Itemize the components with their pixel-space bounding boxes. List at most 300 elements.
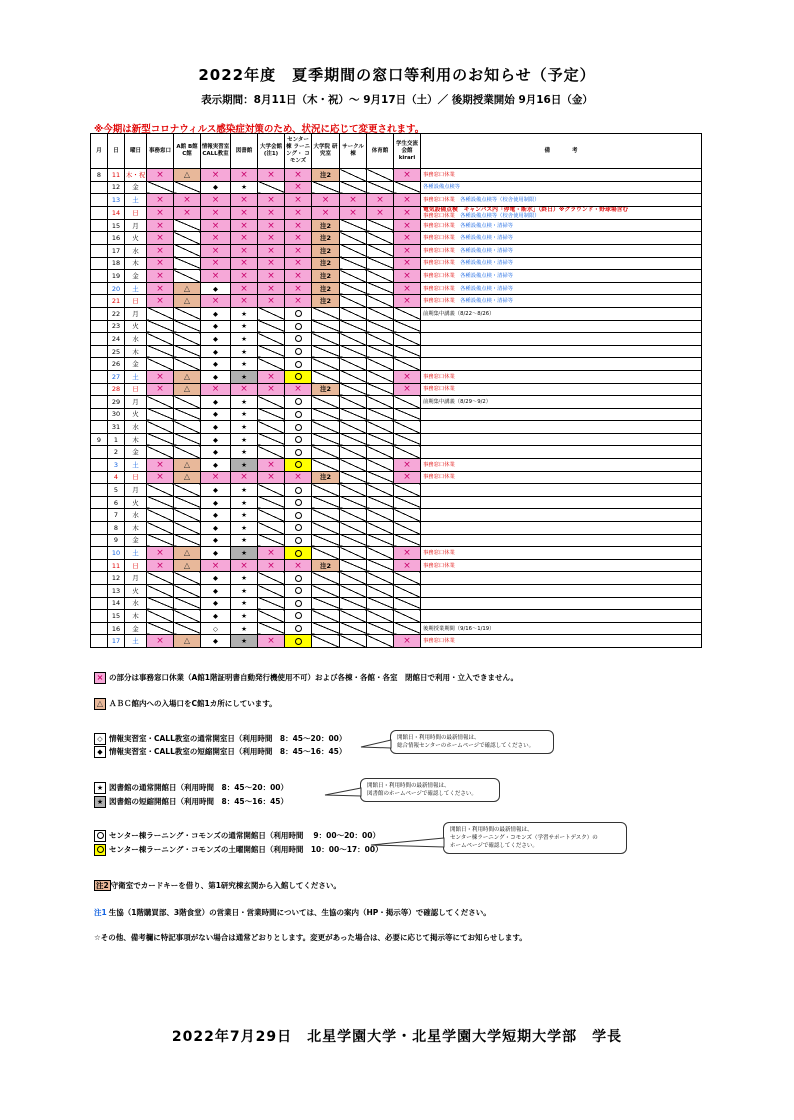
cell-kirari: [394, 370, 421, 383]
note-text: 前期集中講義（8/22～8/26）: [423, 310, 495, 317]
note-cell: [421, 270, 702, 283]
cell-center: [285, 194, 312, 207]
closed-mark-icon: ×: [156, 233, 164, 244]
legend-abc: △ ＡＢＣ館内への入場口をC館1カ所にしています。: [94, 698, 277, 710]
note-cell: [421, 307, 702, 320]
closed-mark-icon: ×: [156, 371, 164, 382]
page-title: 2022年度 夏季期間の窓口等利用のお知らせ（予定）: [198, 66, 596, 84]
cell-abc: [174, 522, 201, 535]
black-diamond-icon: ◆: [213, 360, 218, 369]
weekday-cell: 火: [125, 585, 147, 598]
cell-gym: [367, 446, 394, 459]
cell-info-room: [201, 307, 231, 320]
note-cell: [421, 206, 702, 219]
cell-abc: [174, 232, 201, 245]
weekday-cell: 金: [125, 534, 147, 547]
note-text: 事務窓口休業 各種設備点検・清掃等: [423, 247, 514, 254]
cell-office: [147, 484, 174, 497]
cell-info-room: [201, 572, 231, 585]
note-cell: [421, 585, 702, 598]
cell-gym: [367, 270, 394, 283]
cell-abc: [174, 333, 201, 346]
day-cell: 27: [108, 370, 125, 383]
cell-info-room: [201, 370, 231, 383]
weekday-cell: 金: [125, 270, 147, 283]
closed-mark-icon: ×: [183, 194, 191, 205]
cell-circle: [340, 446, 367, 459]
month-cell: [91, 421, 108, 434]
note-power-outage: 電気設備点検 キャンパス内「停電・断水」（終日）※グラウンド・野球場含む: [423, 206, 629, 213]
cell-office: [147, 295, 174, 308]
star-icon: ★: [241, 549, 247, 558]
callout-info: 開館日・利用時間の最新情報は、 総合情報センターのホームページで確認してください。: [390, 730, 554, 754]
day-cell: 12: [108, 572, 125, 585]
table-row: [91, 484, 702, 497]
cell-circle: [340, 585, 367, 598]
month-cell: [91, 345, 108, 358]
cell-abc: [174, 345, 201, 358]
cell-circle: [340, 270, 367, 283]
cell-center: [285, 396, 312, 409]
cell-office: [147, 206, 174, 219]
cell-kirari: [394, 421, 421, 434]
cell-info-room: [201, 446, 231, 459]
cell-library: [231, 446, 258, 459]
weekday-cell: 日: [125, 206, 147, 219]
cell-hall: [258, 572, 285, 585]
cell-office: [147, 270, 174, 283]
weekday-cell: 日: [125, 471, 147, 484]
cell-grad: [312, 333, 340, 346]
triangle-mark-icon: △: [183, 296, 191, 306]
cell-library: [231, 358, 258, 371]
note-cell: [421, 370, 702, 383]
white-diamond-icon: ◇: [213, 624, 218, 633]
weekday-cell: 火: [125, 496, 147, 509]
closed-mark-icon: ×: [294, 283, 302, 294]
cell-grad: 注2: [312, 383, 340, 396]
cell-office: [147, 219, 174, 232]
table-row: [91, 181, 702, 194]
closed-mark-icon: ×: [156, 194, 164, 205]
cell-hall: [258, 396, 285, 409]
month-cell: [91, 181, 108, 194]
note-text: 事務窓口休業: [423, 386, 455, 393]
cell-gym: [367, 408, 394, 421]
closed-mark-icon: ×: [156, 207, 164, 218]
cell-gym: [367, 295, 394, 308]
day-cell: 12: [108, 181, 125, 194]
cell-office: [147, 534, 174, 547]
note-text: 前期集中講義（8/29～9/2）: [423, 398, 492, 405]
cell-abc: [174, 471, 201, 484]
cell-library: [231, 534, 258, 547]
cell-gym: [367, 635, 394, 648]
note-cell: [421, 433, 702, 446]
weekday-cell: 日: [125, 559, 147, 572]
cell-kirari: [394, 522, 421, 535]
cell-hall: [258, 459, 285, 472]
legend-note1: 注1 生協（1階購買部、3階食堂）の営業日・営業時間については、生協の案内（HP・掲示等）で確認してください。: [94, 908, 491, 917]
note-cell: [421, 547, 702, 560]
black-diamond-icon: ◆: [213, 423, 218, 432]
note-cell: [421, 295, 702, 308]
cell-circle: [340, 307, 367, 320]
black-diamond-icon: ◆: [213, 347, 218, 356]
cell-office: [147, 421, 174, 434]
black-diamond-icon: ◆: [213, 284, 218, 293]
weekday-cell: 日: [125, 383, 147, 396]
header-cell: 備 考: [421, 134, 702, 169]
cell-kirari: [394, 408, 421, 421]
note-cell: [421, 333, 702, 346]
cell-circle: [340, 471, 367, 484]
header-cell: 図書館: [231, 134, 258, 169]
weekday-cell: 土: [125, 282, 147, 295]
cell-gym: [367, 471, 394, 484]
black-diamond-icon: ◆: [213, 599, 218, 608]
note-cell: [421, 610, 702, 623]
month-cell: [91, 244, 108, 257]
weekday-cell: 木: [125, 433, 147, 446]
signature-line: 2022年7月29日 北星学園大学・北星学園大学短期大学部 学長: [171, 1029, 623, 1045]
ring-icon: [295, 323, 302, 330]
covid-warning: ※今期は新型コロナウィルス感染症対策のため、状況に応じて変更されます。: [94, 124, 425, 135]
cell-info-room: [201, 257, 231, 270]
cell-grad: [312, 446, 340, 459]
cell-gym: [367, 572, 394, 585]
cell-abc: [174, 484, 201, 497]
cell-kirari: [394, 244, 421, 257]
month-cell: [91, 459, 108, 472]
cell-gym: [367, 206, 394, 219]
closed-mark-icon: ×: [211, 169, 220, 180]
cell-abc: [174, 408, 201, 421]
cell-info-room: [201, 206, 231, 219]
table-row: [91, 358, 702, 371]
closed-mark-icon: ×: [403, 636, 411, 647]
day-cell: 1: [108, 433, 125, 446]
closed-mark-icon: ×: [403, 371, 411, 382]
cell-gym: [367, 547, 394, 560]
day-cell: 14: [108, 597, 125, 610]
cell-kirari: [394, 471, 421, 484]
triangle-mark-icon: △: [183, 472, 191, 482]
display-period: 表示期間：8月11日（木・祝）～ 9月17日（土）／ 後期授業開始 9月16日（金）: [201, 94, 593, 106]
cell-office: [147, 471, 174, 484]
cell-grad: [312, 433, 340, 446]
cell-circle: [340, 219, 367, 232]
cell-hall: [258, 320, 285, 333]
cell-hall: [258, 446, 285, 459]
day-cell: 9: [108, 534, 125, 547]
cell-info-room: [201, 295, 231, 308]
note-cell: [421, 383, 702, 396]
black-diamond-icon: ◆: [213, 410, 218, 419]
cell-gym: [367, 534, 394, 547]
cell-abc: [174, 244, 201, 257]
cell-library: [231, 194, 258, 207]
closed-mark-icon: ×: [294, 258, 302, 269]
weekday-cell: 金: [125, 358, 147, 371]
cell-info-room: [201, 320, 231, 333]
cell-grad: [312, 396, 340, 409]
cell-abc: [174, 181, 201, 194]
note-cell: [421, 484, 702, 497]
cell-circle: [340, 370, 367, 383]
cell-info-room: [201, 610, 231, 623]
cell-abc: [174, 459, 201, 472]
cell-gym: [367, 333, 394, 346]
day-cell: 8: [108, 522, 125, 535]
day-cell: 16: [108, 622, 125, 635]
cell-grad: [312, 484, 340, 497]
cell-library: [231, 635, 258, 648]
cell-info-room: [201, 433, 231, 446]
cell-office: [147, 522, 174, 535]
closed-mark-icon: ×: [211, 233, 220, 244]
cell-abc: [174, 509, 201, 522]
month-cell: 9: [91, 433, 108, 446]
ring-icon: [295, 524, 302, 531]
closed-mark-icon: ×: [240, 194, 248, 205]
header-cell: 大学会館 (注1): [258, 134, 285, 169]
cell-library: [231, 585, 258, 598]
cell-center: [285, 244, 312, 257]
cell-hall: [258, 295, 285, 308]
table-row: [91, 509, 702, 522]
closed-mark-icon: ×: [376, 194, 384, 205]
table-row: [91, 534, 702, 547]
month-cell: [91, 257, 108, 270]
cell-hall: [258, 433, 285, 446]
cell-center: [285, 559, 312, 572]
day-cell: 20: [108, 282, 125, 295]
callout-lc-tail: [370, 836, 445, 850]
cell-office: [147, 282, 174, 295]
cell-abc: [174, 383, 201, 396]
table-row: [91, 270, 702, 283]
cell-gym: [367, 181, 394, 194]
cell-info-room: [201, 496, 231, 509]
table-row: [91, 295, 702, 308]
closed-mark-icon: ×: [156, 560, 164, 571]
table-row: [91, 282, 702, 295]
month-cell: [91, 282, 108, 295]
cell-hall: [258, 206, 285, 219]
closed-mark-icon: ×: [294, 270, 302, 281]
star-icon: ★: [241, 322, 247, 331]
closed-mark-icon: ×: [240, 472, 248, 483]
cell-kirari: [394, 622, 421, 635]
cell-grad: [312, 370, 340, 383]
cell-grad: 注2: [312, 257, 340, 270]
cell-kirari: [394, 572, 421, 585]
cell-circle: [340, 282, 367, 295]
closed-mark-icon: ×: [240, 245, 248, 256]
cell-library: [231, 509, 258, 522]
table-row: [91, 572, 702, 585]
header-cell: 情報実習室 CALL教室: [201, 134, 231, 169]
star-icon: ★: [241, 397, 247, 406]
closed-mark-icon: ×: [267, 258, 275, 269]
cell-gym: [367, 396, 394, 409]
month-cell: [91, 559, 108, 572]
cell-gym: [367, 257, 394, 270]
cell-center: [285, 232, 312, 245]
cell-circle: [340, 383, 367, 396]
cell-library: [231, 370, 258, 383]
star-icon: ★: [241, 586, 247, 595]
cell-circle: [340, 610, 367, 623]
day-cell: 22: [108, 307, 125, 320]
cell-abc: [174, 547, 201, 560]
cell-gym: [367, 522, 394, 535]
cell-center: [285, 307, 312, 320]
cell-kirari: [394, 446, 421, 459]
cell-center: [285, 408, 312, 421]
black-diamond-icon: ◆: [213, 536, 218, 545]
note-cell: [421, 509, 702, 522]
cell-center: [285, 459, 312, 472]
note-cell: [421, 597, 702, 610]
cell-hall: [258, 408, 285, 421]
cell-center: [285, 345, 312, 358]
note-cell: [421, 446, 702, 459]
ring-icon: [295, 512, 302, 519]
legend-lc-sat: センター棟ラーニング・コモンズの土曜開館日（利用時間 10：00～17：00）: [94, 844, 383, 856]
cell-hall: [258, 610, 285, 623]
closed-mark-icon: ×: [267, 245, 275, 256]
ring-icon: [295, 335, 302, 342]
cell-hall: [258, 169, 285, 182]
closed-mark-icon: ×: [321, 207, 330, 218]
cell-circle: [340, 194, 367, 207]
ring-icon: [295, 537, 302, 544]
closed-mark-icon: ×: [267, 636, 275, 647]
cell-kirari: [394, 307, 421, 320]
cell-circle: [340, 459, 367, 472]
star-icon: ★: [241, 334, 247, 343]
black-diamond-icon: ◆: [213, 435, 218, 444]
weekday-cell: 木: [125, 257, 147, 270]
cell-office: [147, 635, 174, 648]
cell-library: [231, 522, 258, 535]
closed-mark-icon: ×: [349, 194, 357, 205]
note-cell: [421, 358, 702, 371]
closed-mark-icon: ×: [211, 194, 220, 205]
closed-mark-icon: ×: [294, 207, 302, 218]
star-gray-icon: ★: [94, 796, 106, 808]
cell-gym: [367, 307, 394, 320]
cell-abc: [174, 295, 201, 308]
cell-hall: [258, 622, 285, 635]
day-cell: 23: [108, 320, 125, 333]
cell-gym: [367, 194, 394, 207]
black-diamond-icon: ◆: [213, 372, 218, 381]
closed-mark-icon: ×: [156, 283, 164, 294]
month-cell: [91, 597, 108, 610]
day-cell: 17: [108, 244, 125, 257]
closed-mark-icon: ×: [156, 258, 164, 269]
cell-library: [231, 559, 258, 572]
closed-mark-icon: ×: [156, 245, 164, 256]
cell-library: [231, 345, 258, 358]
table-row: [91, 320, 702, 333]
cell-kirari: [394, 547, 421, 560]
cell-hall: [258, 496, 285, 509]
month-cell: 8: [91, 169, 108, 182]
closed-mark-icon: ×: [294, 296, 302, 307]
cell-circle: [340, 295, 367, 308]
black-diamond-icon: ◆: [213, 611, 218, 620]
ring-icon: [295, 600, 302, 607]
cell-center: [285, 206, 312, 219]
cell-library: [231, 219, 258, 232]
weekday-cell: 水: [125, 244, 147, 257]
cell-kirari: [394, 282, 421, 295]
cell-grad: 注2: [312, 169, 340, 182]
cell-library: [231, 383, 258, 396]
weekday-cell: 火: [125, 232, 147, 245]
cell-office: [147, 169, 174, 182]
black-diamond-icon: ◆: [213, 309, 218, 318]
closed-mark-icon: ×: [403, 220, 411, 231]
day-cell: 29: [108, 396, 125, 409]
closed-mark-icon: ×: [211, 220, 220, 231]
cell-library: [231, 547, 258, 560]
black-diamond-icon: ◆: [213, 498, 218, 507]
black-diamond-icon: ◆: [213, 637, 218, 646]
cell-circle: [340, 622, 367, 635]
day-cell: 18: [108, 257, 125, 270]
cell-circle: [340, 396, 367, 409]
triangle-mark-icon: △: [183, 169, 191, 179]
legend-note2: 注2 守衛室でカードキーを借り、第1研究棟玄関から入館してください。: [96, 881, 341, 890]
cell-grad: [312, 181, 340, 194]
cell-grad: 注2: [312, 219, 340, 232]
table-row: [91, 206, 702, 219]
cell-grad: [312, 320, 340, 333]
cell-hall: [258, 509, 285, 522]
table-header: [91, 134, 702, 169]
cell-library: [231, 597, 258, 610]
table-row: [91, 547, 702, 560]
cell-grad: [312, 345, 340, 358]
cell-info-room: [201, 358, 231, 371]
closed-mark-icon: ×: [156, 472, 164, 483]
cell-center: [285, 572, 312, 585]
schedule-table: [90, 133, 702, 648]
day-cell: 4: [108, 471, 125, 484]
cell-grad: [312, 421, 340, 434]
cell-center: [285, 421, 312, 434]
closed-mark-icon: ×: [211, 207, 220, 218]
cell-library: [231, 320, 258, 333]
cell-office: [147, 345, 174, 358]
cell-gym: [367, 320, 394, 333]
table-row: [91, 471, 702, 484]
closed-mark-icon: ×: [294, 194, 302, 205]
cell-center: [285, 219, 312, 232]
cell-info-room: [201, 169, 231, 182]
cell-kirari: [394, 320, 421, 333]
cell-abc: [174, 194, 201, 207]
cell-office: [147, 244, 174, 257]
star-icon: ★: [241, 599, 247, 608]
star-icon: ★: [241, 309, 247, 318]
black-diamond-icon: ◆: [213, 322, 218, 331]
